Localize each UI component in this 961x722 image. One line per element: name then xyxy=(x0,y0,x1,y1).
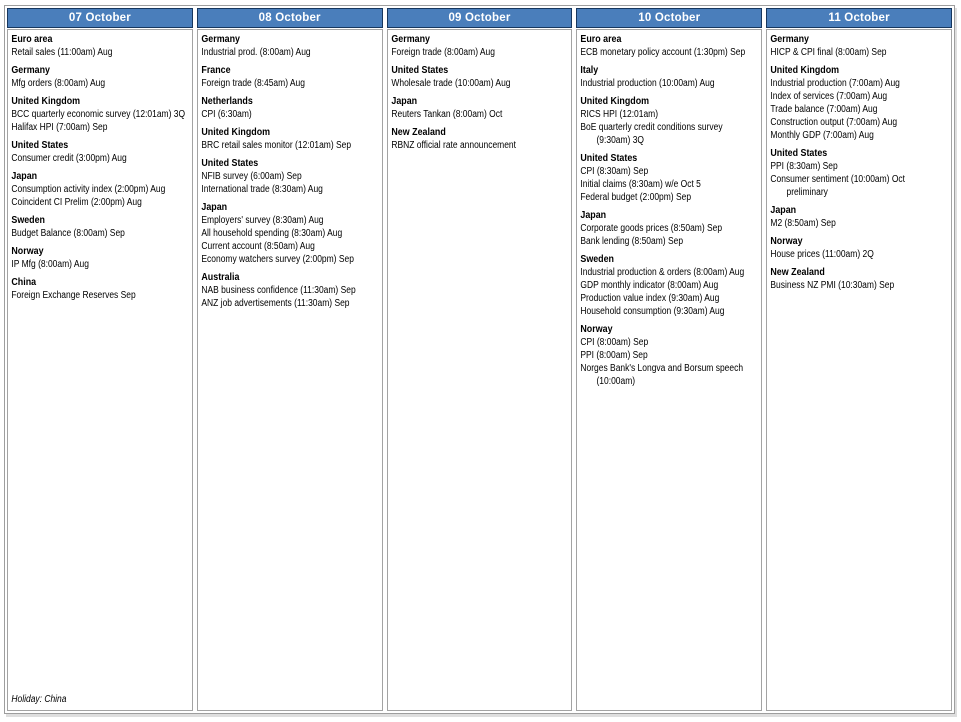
country-group xyxy=(11,245,188,271)
economic-calendar-table xyxy=(4,5,955,714)
event-item: Business NZ PMI (10:30am) Sep xyxy=(770,280,895,291)
day-header: 10 October xyxy=(576,8,762,28)
day-body xyxy=(766,29,952,711)
event-item: Economy watchers survey (2:00pm) Sep xyxy=(201,254,354,265)
country-group xyxy=(201,95,378,121)
day-body-content xyxy=(388,30,572,710)
country-group xyxy=(581,209,758,248)
country-group xyxy=(391,64,568,90)
country-group xyxy=(11,170,188,209)
country-name: United Kingdom xyxy=(201,126,270,138)
country-name: France xyxy=(201,64,231,76)
country-group xyxy=(771,64,948,142)
day-body xyxy=(197,29,383,711)
event-item: CPI (8:30am) Sep xyxy=(580,166,649,177)
country-name: United States xyxy=(201,157,259,169)
country-name: United Kingdom xyxy=(580,95,650,107)
event-item: Halifax HPI (7:00am) Sep xyxy=(11,122,108,133)
event-item: GDP monthly indicator (8:00am) Aug xyxy=(580,280,719,291)
country-name: Japan xyxy=(390,95,417,107)
country-name: United States xyxy=(580,152,638,164)
event-item: PPI (8:30am) Sep xyxy=(770,161,838,172)
country-name: Germany xyxy=(201,33,240,45)
country-group xyxy=(581,253,758,318)
country-name: Japan xyxy=(11,170,38,182)
event-item: ANZ job advertisements (11:30am) Sep xyxy=(201,298,350,309)
event-item: CPI (6:30am) xyxy=(201,109,252,120)
event-item: Current account (8:50am) Aug xyxy=(201,241,315,252)
event-item: Consumption activity index (2:00pm) Aug xyxy=(11,184,166,195)
country-group xyxy=(11,95,188,134)
country-name: United Kingdom xyxy=(11,95,81,107)
event-item: Retail sales (11:00am) Aug xyxy=(11,47,113,58)
event-item: HICP & CPI final (8:00am) Sep xyxy=(770,47,887,58)
day-body-content xyxy=(767,30,951,710)
country-name: China xyxy=(11,276,37,288)
day-header: 07 October xyxy=(7,8,193,28)
country-group xyxy=(771,204,948,230)
country-name: Euro area xyxy=(11,33,53,45)
country-name: United Kingdom xyxy=(770,64,840,76)
country-name: Italy xyxy=(580,64,599,76)
event-item: Foreign trade (8:00am) Aug xyxy=(390,47,495,58)
country-name: United States xyxy=(390,64,448,76)
country-group xyxy=(771,33,948,59)
day-body-content xyxy=(577,30,761,710)
country-group xyxy=(771,147,948,199)
country-group xyxy=(201,271,378,310)
country-group xyxy=(581,33,758,59)
day-body xyxy=(387,29,573,711)
country-group xyxy=(771,266,948,292)
country-name: Germany xyxy=(390,33,430,45)
country-group xyxy=(391,33,568,59)
event-item: International trade (8:30am) Aug xyxy=(201,184,323,195)
event-item: PPI (8:00am) Sep xyxy=(580,350,649,361)
country-name: New Zealand xyxy=(770,266,825,278)
country-group xyxy=(581,95,758,147)
country-name: Sweden xyxy=(11,214,46,226)
event-item: Index of services (7:00am) Aug xyxy=(770,91,888,102)
event-item: Initial claims (8:30am) w/e Oct 5 xyxy=(580,179,702,190)
country-group xyxy=(391,95,568,121)
event-item: Industrial production (10:00am) Aug xyxy=(580,78,715,89)
event-item: House prices (11:00am) 2Q xyxy=(770,249,874,260)
event-item: M2 (8:50am) Sep xyxy=(770,218,837,229)
country-name: Japan xyxy=(201,201,227,213)
event-item: NFIB survey (6:00am) Sep xyxy=(201,171,302,182)
event-item: Wholesale trade (10:00am) Aug xyxy=(390,78,511,89)
day-body-content xyxy=(8,30,192,710)
event-item: IP Mfg (8:00am) Aug xyxy=(11,259,89,270)
event-item: BoE quarterly credit conditions survey (9:30am) 3Q xyxy=(580,122,723,146)
day-column xyxy=(576,8,762,711)
country-name: New Zealand xyxy=(390,126,446,138)
event-item: Norges Bank's Longva and Borsum speech (10:00am) xyxy=(580,363,744,387)
event-item: RICS HPI (12:01am) xyxy=(580,109,659,120)
country-name: Norway xyxy=(11,245,44,257)
event-item: Budget Balance (8:00am) Sep xyxy=(11,228,125,239)
country-name: Euro area xyxy=(580,33,622,45)
event-item: ECB monetary policy account (1:30pm) Sep xyxy=(580,47,746,58)
day-column xyxy=(197,8,383,711)
holiday-footnote: Holiday: China xyxy=(11,694,67,705)
country-group xyxy=(581,152,758,204)
event-item: Mfg orders (8:00am) Aug xyxy=(11,78,106,89)
country-name: Norway xyxy=(580,323,613,335)
country-name: Sweden xyxy=(580,253,615,265)
country-group xyxy=(771,235,948,261)
event-item: Corporate goods prices (8:50am) Sep xyxy=(580,223,723,234)
country-name: United States xyxy=(770,147,828,159)
country-name: Netherlands xyxy=(201,95,253,107)
event-item: Construction output (7:00am) Aug xyxy=(770,117,898,128)
event-item: Household consumption (9:30am) Aug xyxy=(580,306,725,317)
country-group xyxy=(11,276,188,302)
country-name: United States xyxy=(11,139,69,151)
event-item: Industrial prod. (8:00am) Aug xyxy=(201,47,311,58)
day-column xyxy=(766,8,952,711)
event-item: Foreign trade (8:45am) Aug xyxy=(201,78,305,89)
event-item: Industrial production & orders (8:00am) Aug xyxy=(580,267,745,278)
country-group xyxy=(201,64,378,90)
country-name: Japan xyxy=(580,209,607,221)
day-header: 11 October xyxy=(766,8,952,28)
event-item: Consumer credit (3:00pm) Aug xyxy=(11,153,127,164)
event-item: BCC quarterly economic survey (12:01am) 3Q xyxy=(11,109,186,120)
country-name: Germany xyxy=(11,64,50,76)
country-name: Germany xyxy=(770,33,810,45)
country-name: Japan xyxy=(770,204,797,216)
event-item: Employers' survey (8:30am) Aug xyxy=(201,215,324,226)
country-group xyxy=(581,64,758,90)
country-group xyxy=(11,139,188,165)
country-group xyxy=(11,64,188,90)
event-item: Trade balance (7:00am) Aug xyxy=(770,104,878,115)
day-header: 09 October xyxy=(387,8,573,28)
event-item: Production value index (9:30am) Aug xyxy=(580,293,720,304)
event-item: Foreign Exchange Reserves Sep xyxy=(11,290,136,301)
day-column xyxy=(7,8,193,711)
country-name: Norway xyxy=(770,235,803,247)
country-group xyxy=(201,126,378,152)
country-group xyxy=(581,323,758,388)
event-item: Industrial production (7:00am) Aug xyxy=(770,78,901,89)
event-item: Monthly GDP (7:00am) Aug xyxy=(770,130,875,141)
country-group xyxy=(201,157,378,196)
country-group xyxy=(201,33,378,59)
event-item: All household spending (8:30am) Aug xyxy=(201,228,342,239)
day-header: 08 October xyxy=(197,8,383,28)
day-body-content xyxy=(198,30,382,710)
event-item: RBNZ official rate announcement xyxy=(390,140,516,151)
day-column xyxy=(387,8,573,711)
country-group xyxy=(201,201,378,266)
event-item: NAB business confidence (11:30am) Sep xyxy=(201,285,356,296)
event-item: Bank lending (8:50am) Sep xyxy=(580,236,684,247)
event-item: CPI (8:00am) Sep xyxy=(580,337,649,348)
day-body xyxy=(576,29,762,711)
country-group xyxy=(11,214,188,240)
event-item: Federal budget (2:00pm) Sep xyxy=(580,192,692,203)
country-name: Australia xyxy=(201,271,240,283)
day-body xyxy=(7,29,193,711)
event-item: Reuters Tankan (8:00am) Oct xyxy=(390,109,502,120)
event-item: BRC retail sales monitor (12:01am) Sep xyxy=(201,140,351,151)
event-item: Consumer sentiment (10:00am) Oct preliminary xyxy=(770,174,906,198)
country-group xyxy=(11,33,188,59)
country-group xyxy=(391,126,568,152)
event-item: Coincident CI Prelim (2:00pm) Aug xyxy=(11,197,142,208)
